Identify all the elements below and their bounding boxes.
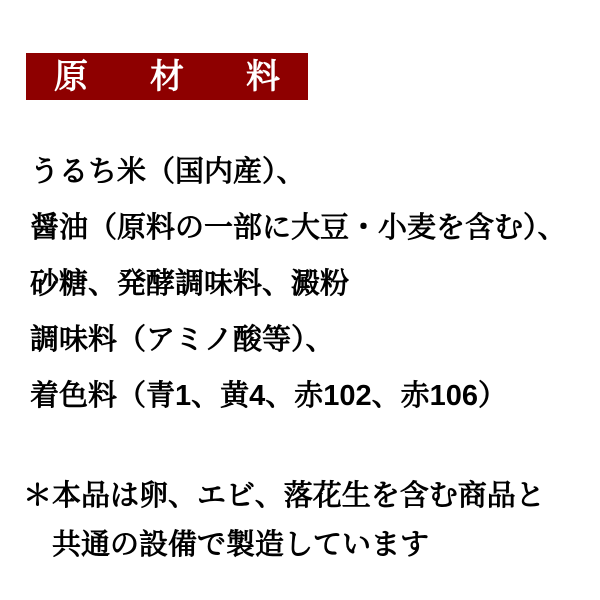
footnote-text xyxy=(52,472,545,570)
ingredient-line-soysauce: 醤油（原料の一部に大豆・小麦を含む）、 xyxy=(30,212,567,244)
footnote-line-1: 本品は卵、エビ、落花生を含む商品と xyxy=(52,480,545,512)
footnote-line-2: 共通の設備で製造しています xyxy=(52,529,430,561)
ingredient-line-sugar: 砂糖、発酵調味料、澱粉 xyxy=(30,268,350,300)
header-char-1: 原 xyxy=(54,57,88,96)
ingredients-list xyxy=(30,144,567,424)
header-char-2: 材 xyxy=(150,57,184,96)
ingredient-line-rice: うるち米（国内産）、 xyxy=(30,156,306,188)
header-char-3: 料 xyxy=(246,57,280,96)
ingredient-line-coloring: 着色料（青1、黄4、赤102、赤106） xyxy=(30,380,508,412)
ingredient-line-seasoning: 調味料（アミノ酸等）、 xyxy=(30,324,335,356)
allergen-footnote xyxy=(23,472,545,570)
footnote-asterisk: ＊ xyxy=(23,480,53,512)
ingredients-header xyxy=(26,53,308,100)
